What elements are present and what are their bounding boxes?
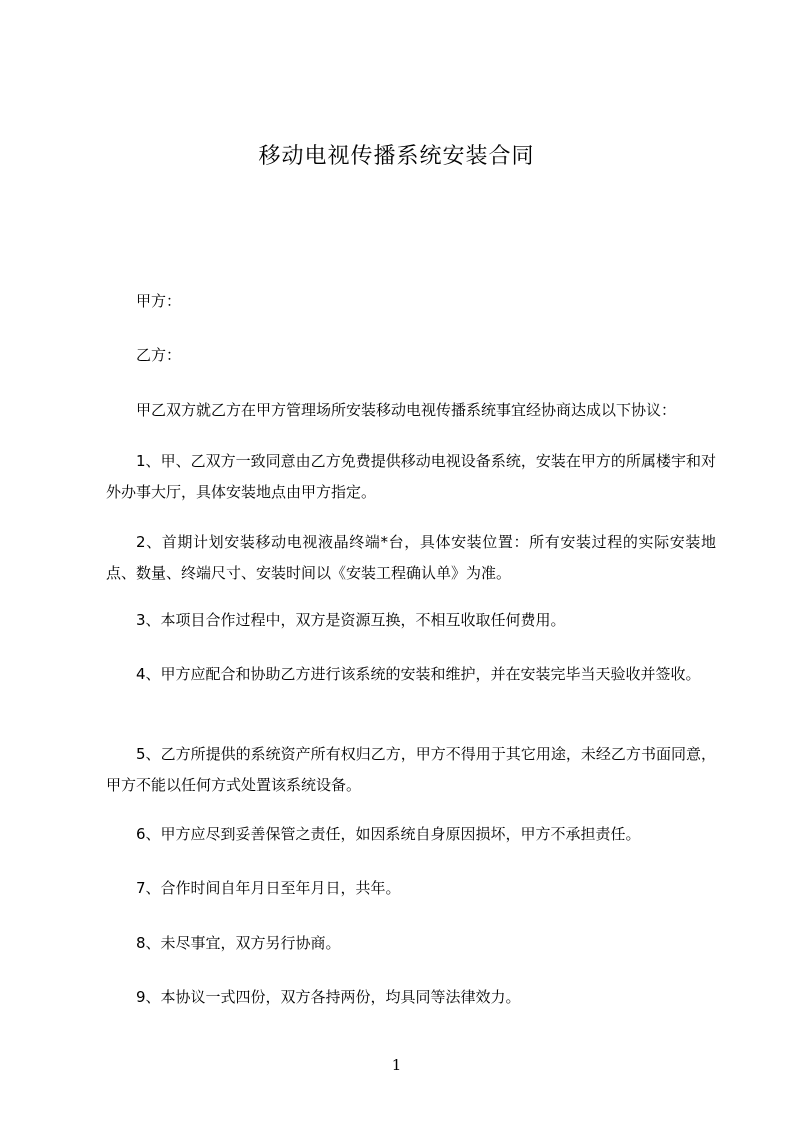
clause-9: 9、本协议一式四份，双方各持两份，均具同等法律效力。	[136, 988, 521, 1006]
party-b-label: 乙方：	[136, 346, 182, 364]
clause-4: 4、甲方应配合和协助乙方进行该系统的安装和维护，并在安装完毕当天验收并签收。	[136, 665, 701, 683]
preamble: 甲乙双方就乙方在甲方管理场所安装移动电视传播系统事宜经协商达成以下协议：	[136, 401, 677, 419]
document-title: 移动电视传播系统安装合同	[258, 144, 535, 169]
clause-7: 7、合作时间自年月日至年月日，共年。	[136, 879, 401, 897]
clause-3: 3、本项目合作过程中，双方是资源互换，不相互收取任何费用。	[136, 611, 566, 629]
clause-2: 2、首期计划安装移动电视液晶终端*台，具体安装位置：所有安装过程的实际安装地点、数量、终端尺寸、安装时间以《安装工程确认单》为准。	[106, 533, 716, 582]
clause-6: 6、甲方应尽到妥善保管之责任，如因系统自身原因损坏，甲方不承担责任。	[136, 825, 641, 843]
clause-8: 8、未尽事宜，双方另行协商。	[136, 934, 341, 952]
clause-5: 5、乙方所提供的系统资产所有权归乙方，甲方不得用于其它用途，未经乙方书面同意，甲方不能以任何方式处置该系统设备。	[106, 745, 716, 794]
clause-1: 1、甲、乙双方一致同意由乙方免费提供移动电视设备系统，安装在甲方的所属楼宇和对外办事大厅，具体安装地点由甲方指定。	[106, 452, 716, 501]
page-number: 1	[391, 1056, 402, 1074]
party-a-label: 甲方：	[136, 292, 182, 310]
